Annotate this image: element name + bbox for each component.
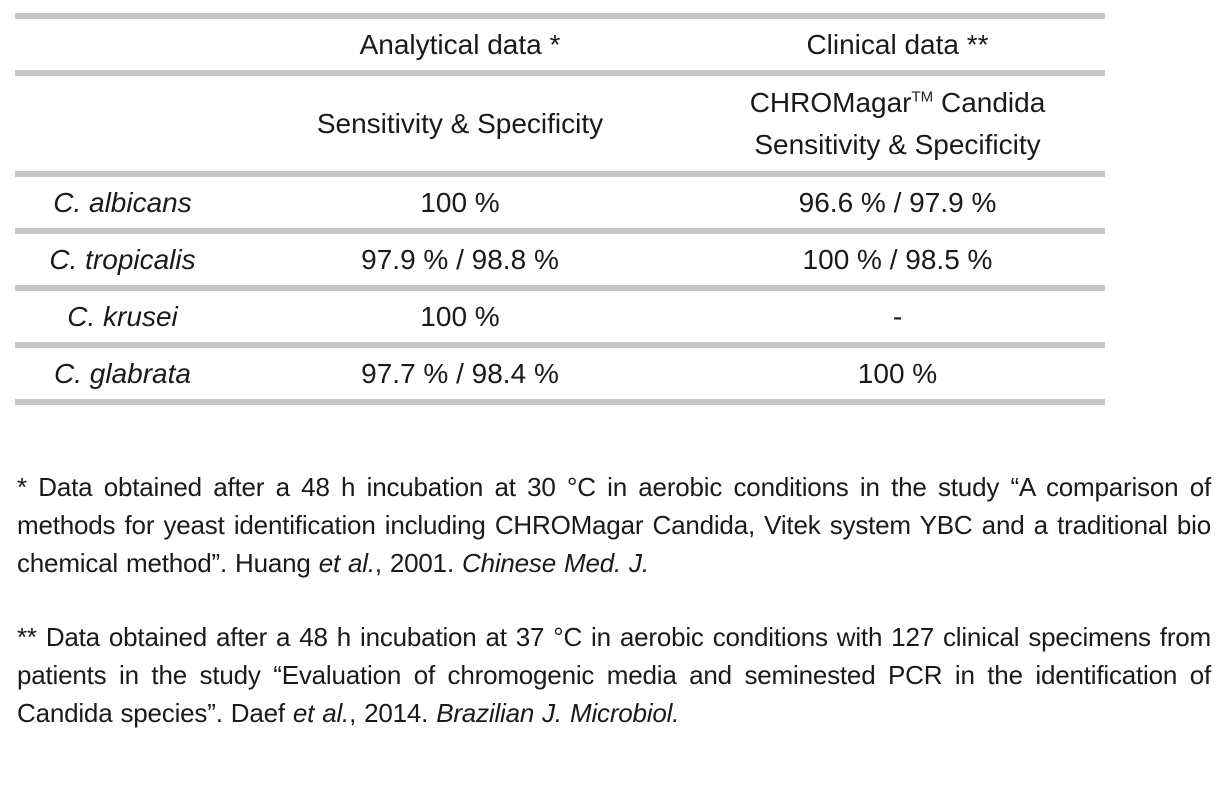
subheader-empty-cell <box>15 73 230 174</box>
table-row-albicans <box>15 174 1105 231</box>
col-header-analytical: Analytical data * <box>359 28 561 60</box>
table-subheader-row <box>15 73 1105 174</box>
sensitivity-specificity-table <box>15 13 1105 405</box>
analytical-value: 97.7 % / 98.4 % <box>361 357 559 389</box>
analytical-value: 100 % <box>420 300 500 332</box>
subheader-analytical: Sensitivity & Specificity <box>316 107 604 139</box>
footnote-1-etal: et al. <box>318 548 375 578</box>
analytical-value: 97.9 % / 98.8 % <box>361 243 559 275</box>
footnote-2-year: , 2014. <box>349 698 437 728</box>
analytical-value: 100 % <box>420 186 500 218</box>
footnote-2-text: ** Data obtained after a 48 h incubation at 37 °C in aerobic conditions with 127 clinical specimens from patients in the study “Evaluation of chromogenic media and seminested PCR in the identification of Candida species”. Daef <box>17 622 1211 728</box>
subheader-clinical <box>690 73 1105 174</box>
page <box>0 13 1226 789</box>
chromagar-brand-rest: Candida <box>933 86 1046 118</box>
species-name: C. albicans <box>53 186 192 218</box>
species-name: C. glabrata <box>54 357 191 389</box>
footnote-1-text: * Data obtained after a 48 h incubation at 30 °C in aerobic conditions in the study “A comparison of methods for yeast identification including CHROMagar Candida, Vitek system YBC and a traditional bio chemical method”. Huang <box>17 472 1211 578</box>
footnote-2-etal: et al. <box>292 698 350 728</box>
col-header-clinical: Clinical data ** <box>806 28 989 60</box>
clinical-value: 100 % / 98.5 % <box>802 243 993 275</box>
footnote-1-journal: Chinese Med. J. <box>462 548 649 578</box>
footnote-1-year: , 2001. <box>374 548 462 578</box>
table-row-glabrata <box>15 345 1105 402</box>
chromagar-brand: CHROMagar <box>749 86 912 118</box>
table-header-row <box>15 16 1105 73</box>
clinical-value: - <box>892 300 903 332</box>
header-empty-cell <box>15 16 230 73</box>
clinical-value: 100 % <box>857 357 938 389</box>
clinical-value: 96.6 % / 97.9 % <box>798 186 997 218</box>
table-row-krusei <box>15 288 1105 345</box>
footnote-2-journal: Brazilian J. Microbiol. <box>436 698 680 728</box>
trademark-superscript: TM <box>911 88 934 106</box>
footnote-clinical <box>17 618 1211 732</box>
subheader-clinical-text <box>690 82 1105 166</box>
species-name: C. krusei <box>67 300 178 332</box>
subheader-clinical-line2: Sensitivity & Specificity <box>754 128 1041 160</box>
footnote-analytical <box>17 468 1211 582</box>
table-row-tropicalis <box>15 231 1105 288</box>
species-name: C. tropicalis <box>49 243 196 275</box>
